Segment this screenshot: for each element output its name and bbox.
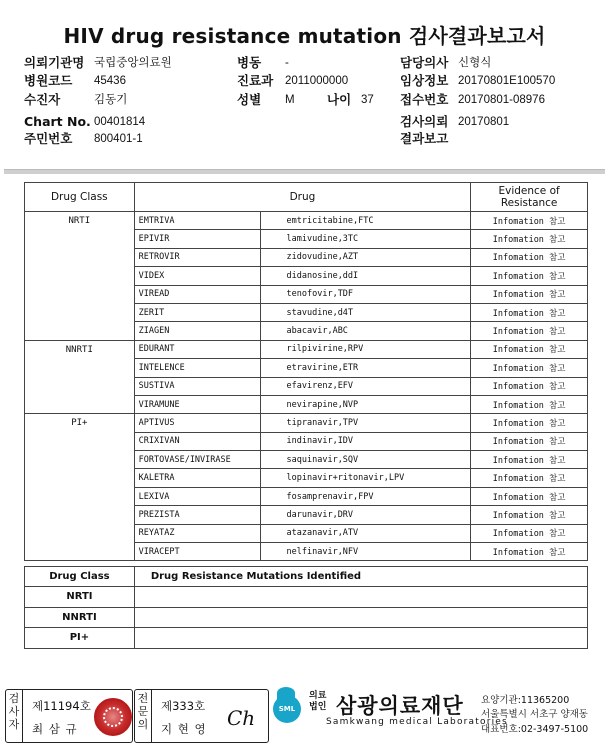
- section-divider: [4, 169, 605, 174]
- info-value: 2011000000: [285, 75, 349, 87]
- drug-brand-cell: EPIVIR: [134, 230, 260, 248]
- evidence-cell: Infomation 참고: [471, 212, 588, 230]
- drug-generic-cell: zidovudine,AZT: [260, 248, 471, 266]
- seal-stamp: [94, 698, 132, 736]
- drug-generic-cell: darunavir,DRV: [260, 506, 471, 524]
- drug-table-header: [25, 183, 588, 212]
- drug-generic-cell: fosamprenavir,FPV: [260, 487, 471, 505]
- org-address: 서울특별시 서초구 양재동: [481, 709, 588, 720]
- drug-brand-cell: RETROVIR: [134, 248, 260, 266]
- org-phone: 대표번호:02-3497-5100: [481, 724, 589, 735]
- drug-generic-cell: nevirapine,NVP: [260, 395, 471, 413]
- drug-generic-cell: etravirine,ETR: [260, 359, 471, 377]
- examiner-license: 제11194호: [32, 699, 91, 713]
- examiner-vertical-label: 검사자: [6, 690, 23, 742]
- mutation-row: [25, 587, 588, 608]
- drug-generic-cell: didanosine,ddI: [260, 267, 471, 285]
- info-label: 주민번호: [24, 131, 73, 146]
- info-value: 00401814: [94, 116, 146, 128]
- mutation-class-cell: NRTI: [25, 587, 135, 608]
- mutation-value-cell: [134, 628, 587, 649]
- drug-brand-cell: APTIVUS: [134, 414, 260, 432]
- info-doctor: [400, 55, 492, 71]
- info-label: 진료과: [237, 73, 274, 88]
- info-value: 20170801: [458, 116, 510, 128]
- drug-brand-cell: KALETRA: [134, 469, 260, 487]
- info-value: -: [285, 57, 289, 69]
- drug-generic-cell: efavirenz,EFV: [260, 377, 471, 395]
- drug-class-cell: NRTI: [25, 212, 135, 341]
- drug-table: [24, 182, 588, 561]
- brand-english: Samkwang medical Laboratories: [326, 717, 508, 727]
- drug-row: [25, 340, 588, 358]
- mutation-table: [24, 566, 588, 649]
- drug-brand-cell: VIDEX: [134, 267, 260, 285]
- info-ward: [237, 55, 289, 71]
- drug-brand-cell: LEXIVA: [134, 487, 260, 505]
- drug-generic-cell: saquinavir,SQV: [260, 451, 471, 469]
- info-value: 45436: [94, 75, 126, 87]
- evidence-cell: Infomation 참고: [471, 230, 588, 248]
- info-label: Chart No.: [24, 114, 91, 129]
- drug-brand-cell: VIRACEPT: [134, 543, 260, 561]
- evidence-cell: Infomation 참고: [471, 322, 588, 340]
- drug-brand-cell: EDURANT: [134, 340, 260, 358]
- drug-class-cell: NNRTI: [25, 340, 135, 414]
- mut-header-class: Drug Class: [25, 567, 135, 587]
- report-title: HIV drug resistance mutation 검사결과보고서: [63, 24, 546, 48]
- brand-name: 삼광의료재단: [336, 694, 464, 718]
- sml-logo-icon: SML: [273, 695, 301, 723]
- header-drug-class: Drug Class: [25, 183, 135, 212]
- mutation-row: [25, 607, 588, 628]
- info-value: 20170801E100570: [458, 75, 556, 87]
- drug-generic-cell: lopinavir+ritonavir,LPV: [260, 469, 471, 487]
- specialist-name: 지 현 영: [161, 722, 207, 736]
- drug-generic-cell: atazanavir,ATV: [260, 524, 471, 542]
- info-value: 신형식: [458, 57, 492, 69]
- info-label: 검사의뢰: [400, 114, 449, 129]
- mut-header-mutations: Drug Resistance Mutations Identified: [134, 567, 587, 587]
- info-patient: [24, 92, 128, 108]
- footer: [0, 683, 609, 755]
- drug-brand-cell: PREZISTA: [134, 506, 260, 524]
- drug-brand-cell: SUSTIVA: [134, 377, 260, 395]
- info-value: 37: [361, 94, 374, 106]
- evidence-cell: Infomation 참고: [471, 487, 588, 505]
- info-label: 의뢰기관명: [24, 55, 85, 70]
- info-hospital-code: [24, 73, 126, 89]
- info-value: 김동기: [94, 94, 128, 106]
- evidence-cell: Infomation 참고: [471, 285, 588, 303]
- examiner-name: 최 삼 규: [32, 722, 78, 736]
- info-label: 담당의사: [400, 55, 449, 70]
- evidence-cell: Infomation 참고: [471, 414, 588, 432]
- drug-generic-cell: abacavir,ABC: [260, 322, 471, 340]
- info-value: 20170801-08976: [458, 94, 545, 106]
- mutation-table-header: [25, 567, 588, 587]
- drug-generic-cell: stavudine,d4T: [260, 303, 471, 321]
- drug-brand-cell: ZIAGEN: [134, 322, 260, 340]
- info-label: 접수번호: [400, 92, 449, 107]
- drug-brand-cell: INTELENCE: [134, 359, 260, 377]
- specialist-license: 제333호: [161, 699, 206, 713]
- info-label: 결과보고: [400, 131, 449, 146]
- info-department: [237, 73, 349, 89]
- drug-generic-cell: indinavir,IDV: [260, 432, 471, 450]
- evidence-cell: Infomation 참고: [471, 451, 588, 469]
- drug-brand-cell: EMTRIVA: [134, 212, 260, 230]
- info-resident-no: [24, 131, 143, 147]
- mutation-row: [25, 628, 588, 649]
- drug-brand-cell: REYATAZ: [134, 524, 260, 542]
- drug-generic-cell: tipranavir,TPV: [260, 414, 471, 432]
- evidence-cell: Infomation 참고: [471, 469, 588, 487]
- drug-generic-cell: lamivudine,3TC: [260, 230, 471, 248]
- drug-brand-cell: VIRAMUNE: [134, 395, 260, 413]
- drug-row: [25, 414, 588, 432]
- evidence-cell: Infomation 참고: [471, 432, 588, 450]
- header-evidence: Evidence of Resistance: [471, 183, 588, 212]
- evidence-cell: Infomation 참고: [471, 524, 588, 542]
- specialist-vertical-label: 전문의: [135, 690, 152, 742]
- info-label: 병원코드: [24, 73, 73, 88]
- org-code: 요양기관:11365200: [481, 695, 570, 706]
- examiner-box: [5, 689, 133, 743]
- drug-brand-cell: CRIXIVAN: [134, 432, 260, 450]
- evidence-cell: Infomation 참고: [471, 395, 588, 413]
- drug-generic-cell: nelfinavir,NFV: [260, 543, 471, 561]
- info-label: 성별: [237, 92, 262, 107]
- info-sex: [237, 92, 295, 108]
- evidence-cell: Infomation 참고: [471, 303, 588, 321]
- info-value: M: [285, 94, 295, 106]
- drug-brand-cell: ZERIT: [134, 303, 260, 321]
- drug-class-cell: PI+: [25, 414, 135, 561]
- info-value: 800401-1: [94, 133, 143, 145]
- info-institution: [24, 55, 172, 71]
- drug-generic-cell: rilpivirine,RPV: [260, 340, 471, 358]
- evidence-cell: Infomation 참고: [471, 377, 588, 395]
- signature: Ch: [227, 706, 256, 730]
- evidence-cell: Infomation 참고: [471, 267, 588, 285]
- drug-brand-cell: VIREAD: [134, 285, 260, 303]
- drug-brand-cell: FORTOVASE/INVIRASE: [134, 451, 260, 469]
- info-test-request: [400, 114, 510, 130]
- evidence-cell: Infomation 참고: [471, 359, 588, 377]
- info-label: 병동: [237, 55, 262, 70]
- evidence-cell: Infomation 참고: [471, 340, 588, 358]
- evidence-cell: Infomation 참고: [471, 506, 588, 524]
- header-drug: Drug: [134, 183, 471, 212]
- drug-generic-cell: tenofovir,TDF: [260, 285, 471, 303]
- evidence-cell: Infomation 참고: [471, 248, 588, 266]
- specialist-box: [134, 689, 269, 743]
- info-value: 국립중앙의료원: [94, 57, 172, 69]
- drug-row: [25, 212, 588, 230]
- info-chart-no: [24, 114, 146, 130]
- brand-prefix: 의료 법인: [309, 691, 327, 712]
- info-result-report: [400, 131, 448, 147]
- info-age: [327, 92, 374, 108]
- info-label: 나이: [327, 92, 352, 107]
- info-receipt-no: [400, 92, 545, 108]
- info-label: 수진자: [24, 92, 61, 107]
- mutation-class-cell: NNRTI: [25, 607, 135, 628]
- mutation-value-cell: [134, 587, 587, 608]
- info-label: 임상정보: [400, 73, 449, 88]
- mutation-value-cell: [134, 607, 587, 628]
- drug-generic-cell: emtricitabine,FTC: [260, 212, 471, 230]
- mutation-class-cell: PI+: [25, 628, 135, 649]
- evidence-cell: Infomation 참고: [471, 543, 588, 561]
- info-clinical: [400, 73, 556, 89]
